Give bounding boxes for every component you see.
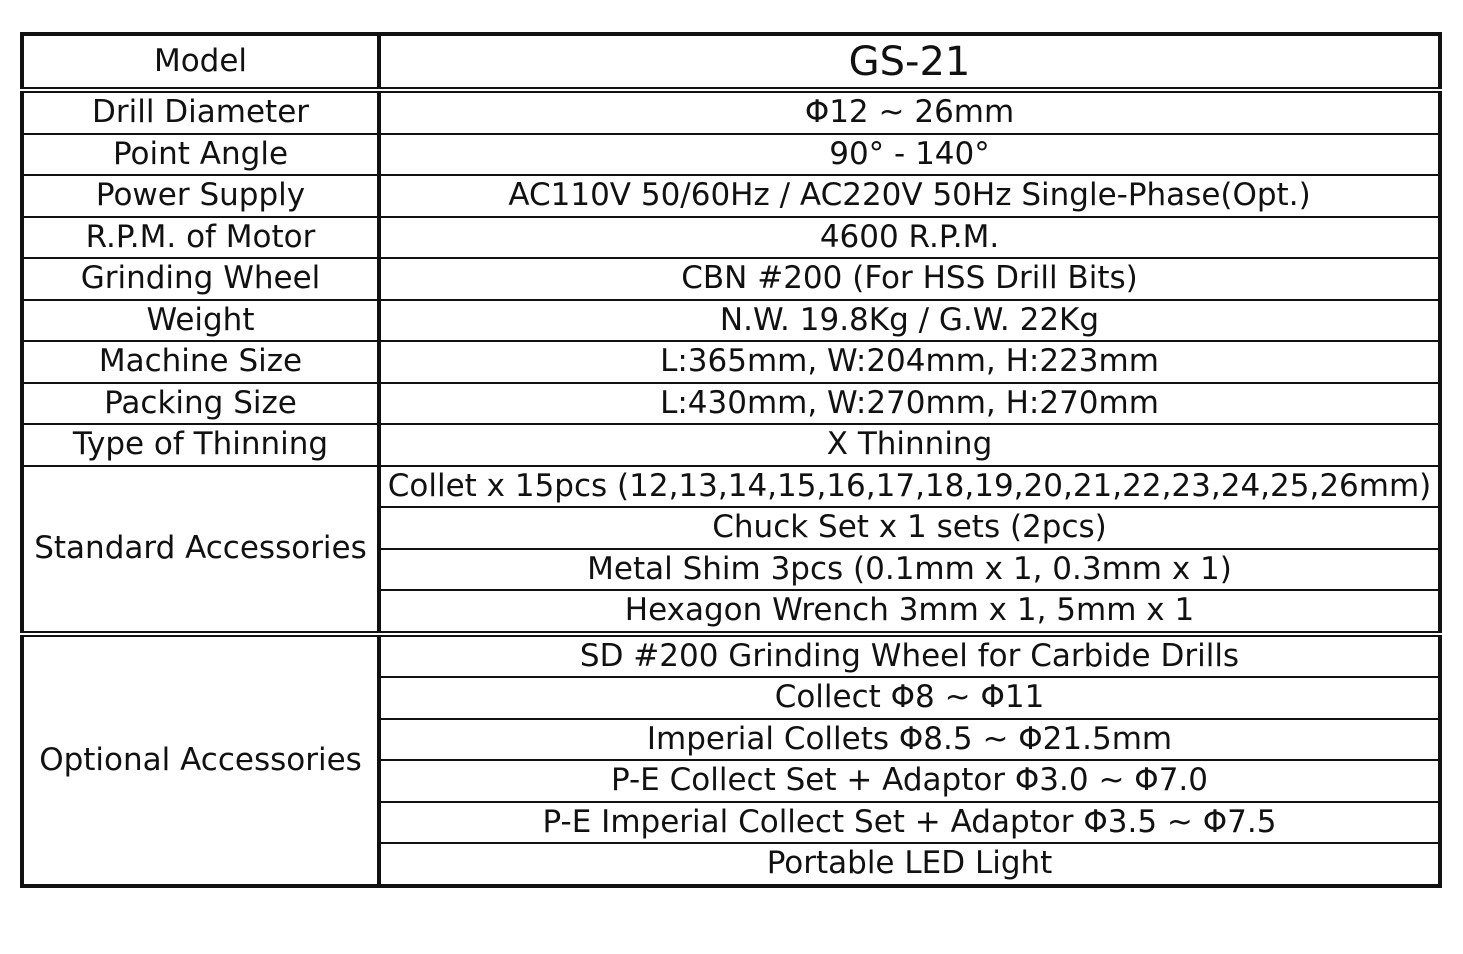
spec-label: Power Supply bbox=[22, 175, 379, 217]
spec-row-point-angle bbox=[22, 134, 1440, 176]
spec-table bbox=[20, 32, 1442, 888]
spec-value: Φ12 ~ 26mm bbox=[379, 90, 1440, 134]
optional-accessory-item: P-E Collect Set + Adaptor Φ3.0 ~ Φ7.0 bbox=[379, 760, 1440, 802]
optional-accessory-item: SD #200 Grinding Wheel for Carbide Drills bbox=[379, 634, 1440, 678]
spec-row-motor-rpm bbox=[22, 217, 1440, 259]
spec-row-power-supply bbox=[22, 175, 1440, 217]
spec-value: L:430mm, W:270mm, H:270mm bbox=[379, 383, 1440, 425]
optional-accessory-item: Imperial Collets Φ8.5 ~ Φ21.5mm bbox=[379, 719, 1440, 761]
spec-label: R.P.M. of Motor bbox=[22, 217, 379, 259]
spec-label: Grinding Wheel bbox=[22, 258, 379, 300]
spec-label: Point Angle bbox=[22, 134, 379, 176]
spec-row-packing-size bbox=[22, 383, 1440, 425]
model-label: Model bbox=[22, 34, 379, 90]
spec-row-drill-diameter bbox=[22, 90, 1440, 134]
optional-accessories-label: Optional Accessories bbox=[22, 634, 379, 886]
spec-value: N.W. 19.8Kg / G.W. 22Kg bbox=[379, 300, 1440, 342]
spec-row-thinning-type bbox=[22, 424, 1440, 466]
spec-value: 90° - 140° bbox=[379, 134, 1440, 176]
spec-value: 4600 R.P.M. bbox=[379, 217, 1440, 259]
spec-label: Packing Size bbox=[22, 383, 379, 425]
optional-accessory-item: P-E Imperial Collect Set + Adaptor Φ3.5 ~ Φ7.5 bbox=[379, 802, 1440, 844]
optional-accessory-item: Collect Φ8 ~ Φ11 bbox=[379, 677, 1440, 719]
spec-value: CBN #200 (For HSS Drill Bits) bbox=[379, 258, 1440, 300]
optional-accessory-row bbox=[22, 634, 1440, 678]
spec-row-grinding-wheel bbox=[22, 258, 1440, 300]
spec-label: Machine Size bbox=[22, 341, 379, 383]
spec-label: Type of Thinning bbox=[22, 424, 379, 466]
spec-label: Drill Diameter bbox=[22, 90, 379, 134]
spec-value: AC110V 50/60Hz / AC220V 50Hz Single-Phase(Opt.) bbox=[379, 175, 1440, 217]
standard-accessories-label: Standard Accessories bbox=[22, 466, 379, 634]
model-value: GS-21 bbox=[379, 34, 1440, 90]
spec-label: Weight bbox=[22, 300, 379, 342]
spec-value: X Thinning bbox=[379, 424, 1440, 466]
standard-accessory-row bbox=[22, 466, 1440, 508]
standard-accessory-item: Chuck Set x 1 sets (2pcs) bbox=[379, 507, 1440, 549]
standard-accessory-item: Metal Shim 3pcs (0.1mm x 1, 0.3mm x 1) bbox=[379, 549, 1440, 591]
spec-row-machine-size bbox=[22, 341, 1440, 383]
standard-accessory-item: Collet x 15pcs (12,13,14,15,16,17,18,19,20,21,22,23,24,25,26mm) bbox=[379, 466, 1440, 508]
optional-accessory-item: Portable LED Light bbox=[379, 843, 1440, 886]
spec-value: L:365mm, W:204mm, H:223mm bbox=[379, 341, 1440, 383]
standard-accessory-item: Hexagon Wrench 3mm x 1, 5mm x 1 bbox=[379, 590, 1440, 634]
model-row bbox=[22, 34, 1440, 90]
spec-row-weight bbox=[22, 300, 1440, 342]
